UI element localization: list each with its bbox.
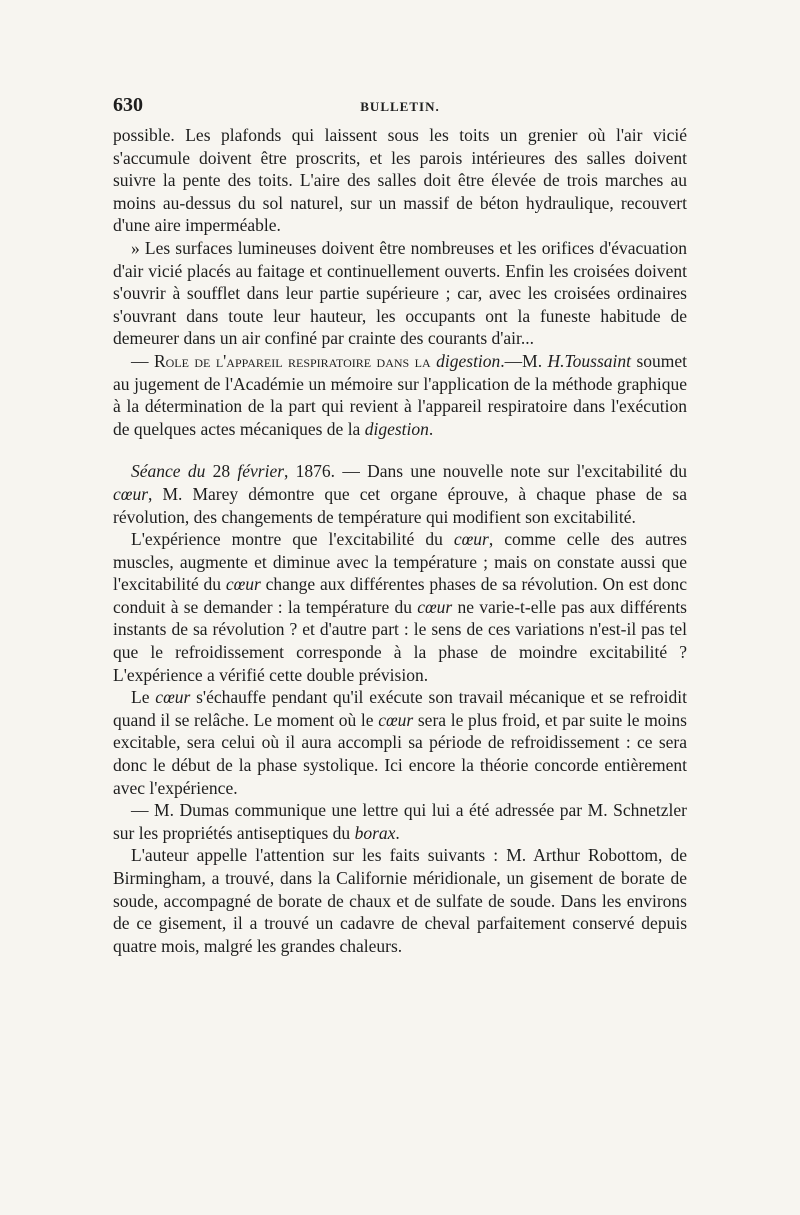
coeur-word: cœur	[378, 709, 414, 730]
paragraph-5-text-a: L'expérience montre que l'excitabilité du	[131, 529, 454, 550]
paragraph-6	[113, 686, 687, 799]
paragraph-6-text-c: sera le plus froid, et par suite le moins excitable, sera celui où il aura accompli sa période de refroidissement : ce sera donc le début de la phase systolique. Ici encore la théorie concorde entièrement avec l'expérience.	[113, 709, 687, 798]
period: .	[428, 418, 434, 439]
paragraph-7	[113, 799, 687, 844]
paragraph-7-text-a: — M. Dumas communique une lettre qui lui a été adressée par M. Schnetzler sur les propriétés antiseptiques du	[113, 800, 687, 843]
paragraph-5-text-c: change aux différentes phases de sa révolution. On est donc conduit à se demander : la température du	[113, 574, 687, 617]
seance-label: Séance du	[131, 461, 206, 482]
paragraph-4-text-b: , M. Marey démontre que cet organe éprouve, à chaque phase de sa révolution, des changements de température qui modifient son excitabilité.	[113, 483, 687, 527]
coeur-word: cœur	[453, 529, 489, 550]
section-title: Role de l'appareil respiratoire dans la	[153, 350, 431, 371]
coeur-word: cœur	[113, 483, 148, 504]
paragraph-3	[113, 350, 687, 440]
paragraph-3-text: soumet au jugement de l'Académie un mémoire sur l'application de la méthode graphique à la détermination de la part qui revient à l'appareil respiratoire dans l'exécution de quelques actes mécaniques de la	[113, 350, 688, 439]
period: .	[395, 822, 400, 843]
running-head: BULLETIN.	[360, 99, 440, 114]
section-title-italic: digestion	[436, 350, 501, 371]
body-text	[113, 124, 687, 957]
paragraph-5-text-d: ne varie-t-elle pas aux différents instants de sa révolution ? et d'autre part : le sens de ces variations n'est-il pas tel que le refroidissement corresponde à la phase de moindre excitabilité ? L'expérience a vérifié cette double prévision.	[113, 596, 687, 685]
paragraph-2: » Les surfaces lumineuses doivent être nombreuses et les orifices d'évacuation d'air vicié placés au faitage et continuellement ouverts. Enfin les croisées doivent s'ouvrir à soufflet dans leur partie supérieure ; car, avec les croisées ordinaires s'ouvrant dans toute leur hauteur, les occupants ont la funeste habitude de demeurer dans un air confiné par crainte des courants d'air...	[113, 237, 687, 349]
paragraph-4-text-a: — Dans une nouvelle note sur l'excitabilité du	[335, 461, 687, 482]
paragraph-4	[113, 460, 687, 528]
paragraph-5-text-b: , comme celle des autres muscles, augmente et diminue avec la température ; mais on constate aussi que l'excitabilité du	[113, 529, 687, 595]
seance-day: 28	[205, 461, 238, 482]
paragraph-8: L'auteur appelle l'attention sur les faits suivants : M. Arthur Robottom, de Birmingham, a trouvé, dans la Californie méridionale, un gisement de borate de soude, accompagné de borate de chaux et de sulfate de soude. Dans les environs de ce gisement, il a trouvé un cadavre de cheval parfaitement conservé depuis quatre mois, malgré les grandes chaleurs.	[113, 845, 687, 956]
paragraph-5	[113, 528, 687, 686]
coeur-word: cœur	[417, 596, 453, 617]
paragraph-6-text-b: s'échauffe pendant qu'il exécute son travail mécanique et se refroidit quand il se relâche. Le moment où le	[113, 687, 687, 730]
page-number: 630	[113, 94, 143, 116]
author-name: H.Toussaint	[547, 350, 632, 371]
seance-year: , 1876.	[284, 461, 336, 482]
coeur-word: cœur	[225, 574, 261, 595]
paragraph-1: possible. Les plafonds qui laissent sous les toits un grenier où l'air vicié s'accumule doivent être proscrits, et les parois intérieures des salles doivent suivre la pente des toits. L'aire des salles doit être élevée de trois marches au moins au-dessus du sol naturel, sur un massif de béton hydraulique, recouvert d'une aire imperméable.	[113, 125, 687, 236]
separator: .—M.	[500, 350, 548, 371]
coeur-word: cœur	[155, 687, 191, 708]
paragraph-6-text-a: Le	[131, 687, 156, 708]
section-gap	[113, 440, 687, 460]
page-header	[113, 94, 687, 124]
dash: —	[131, 350, 154, 371]
page	[113, 94, 687, 957]
seance-month: février	[237, 461, 285, 482]
borax-word: borax	[354, 822, 396, 843]
digestion-word: digestion	[364, 418, 429, 439]
